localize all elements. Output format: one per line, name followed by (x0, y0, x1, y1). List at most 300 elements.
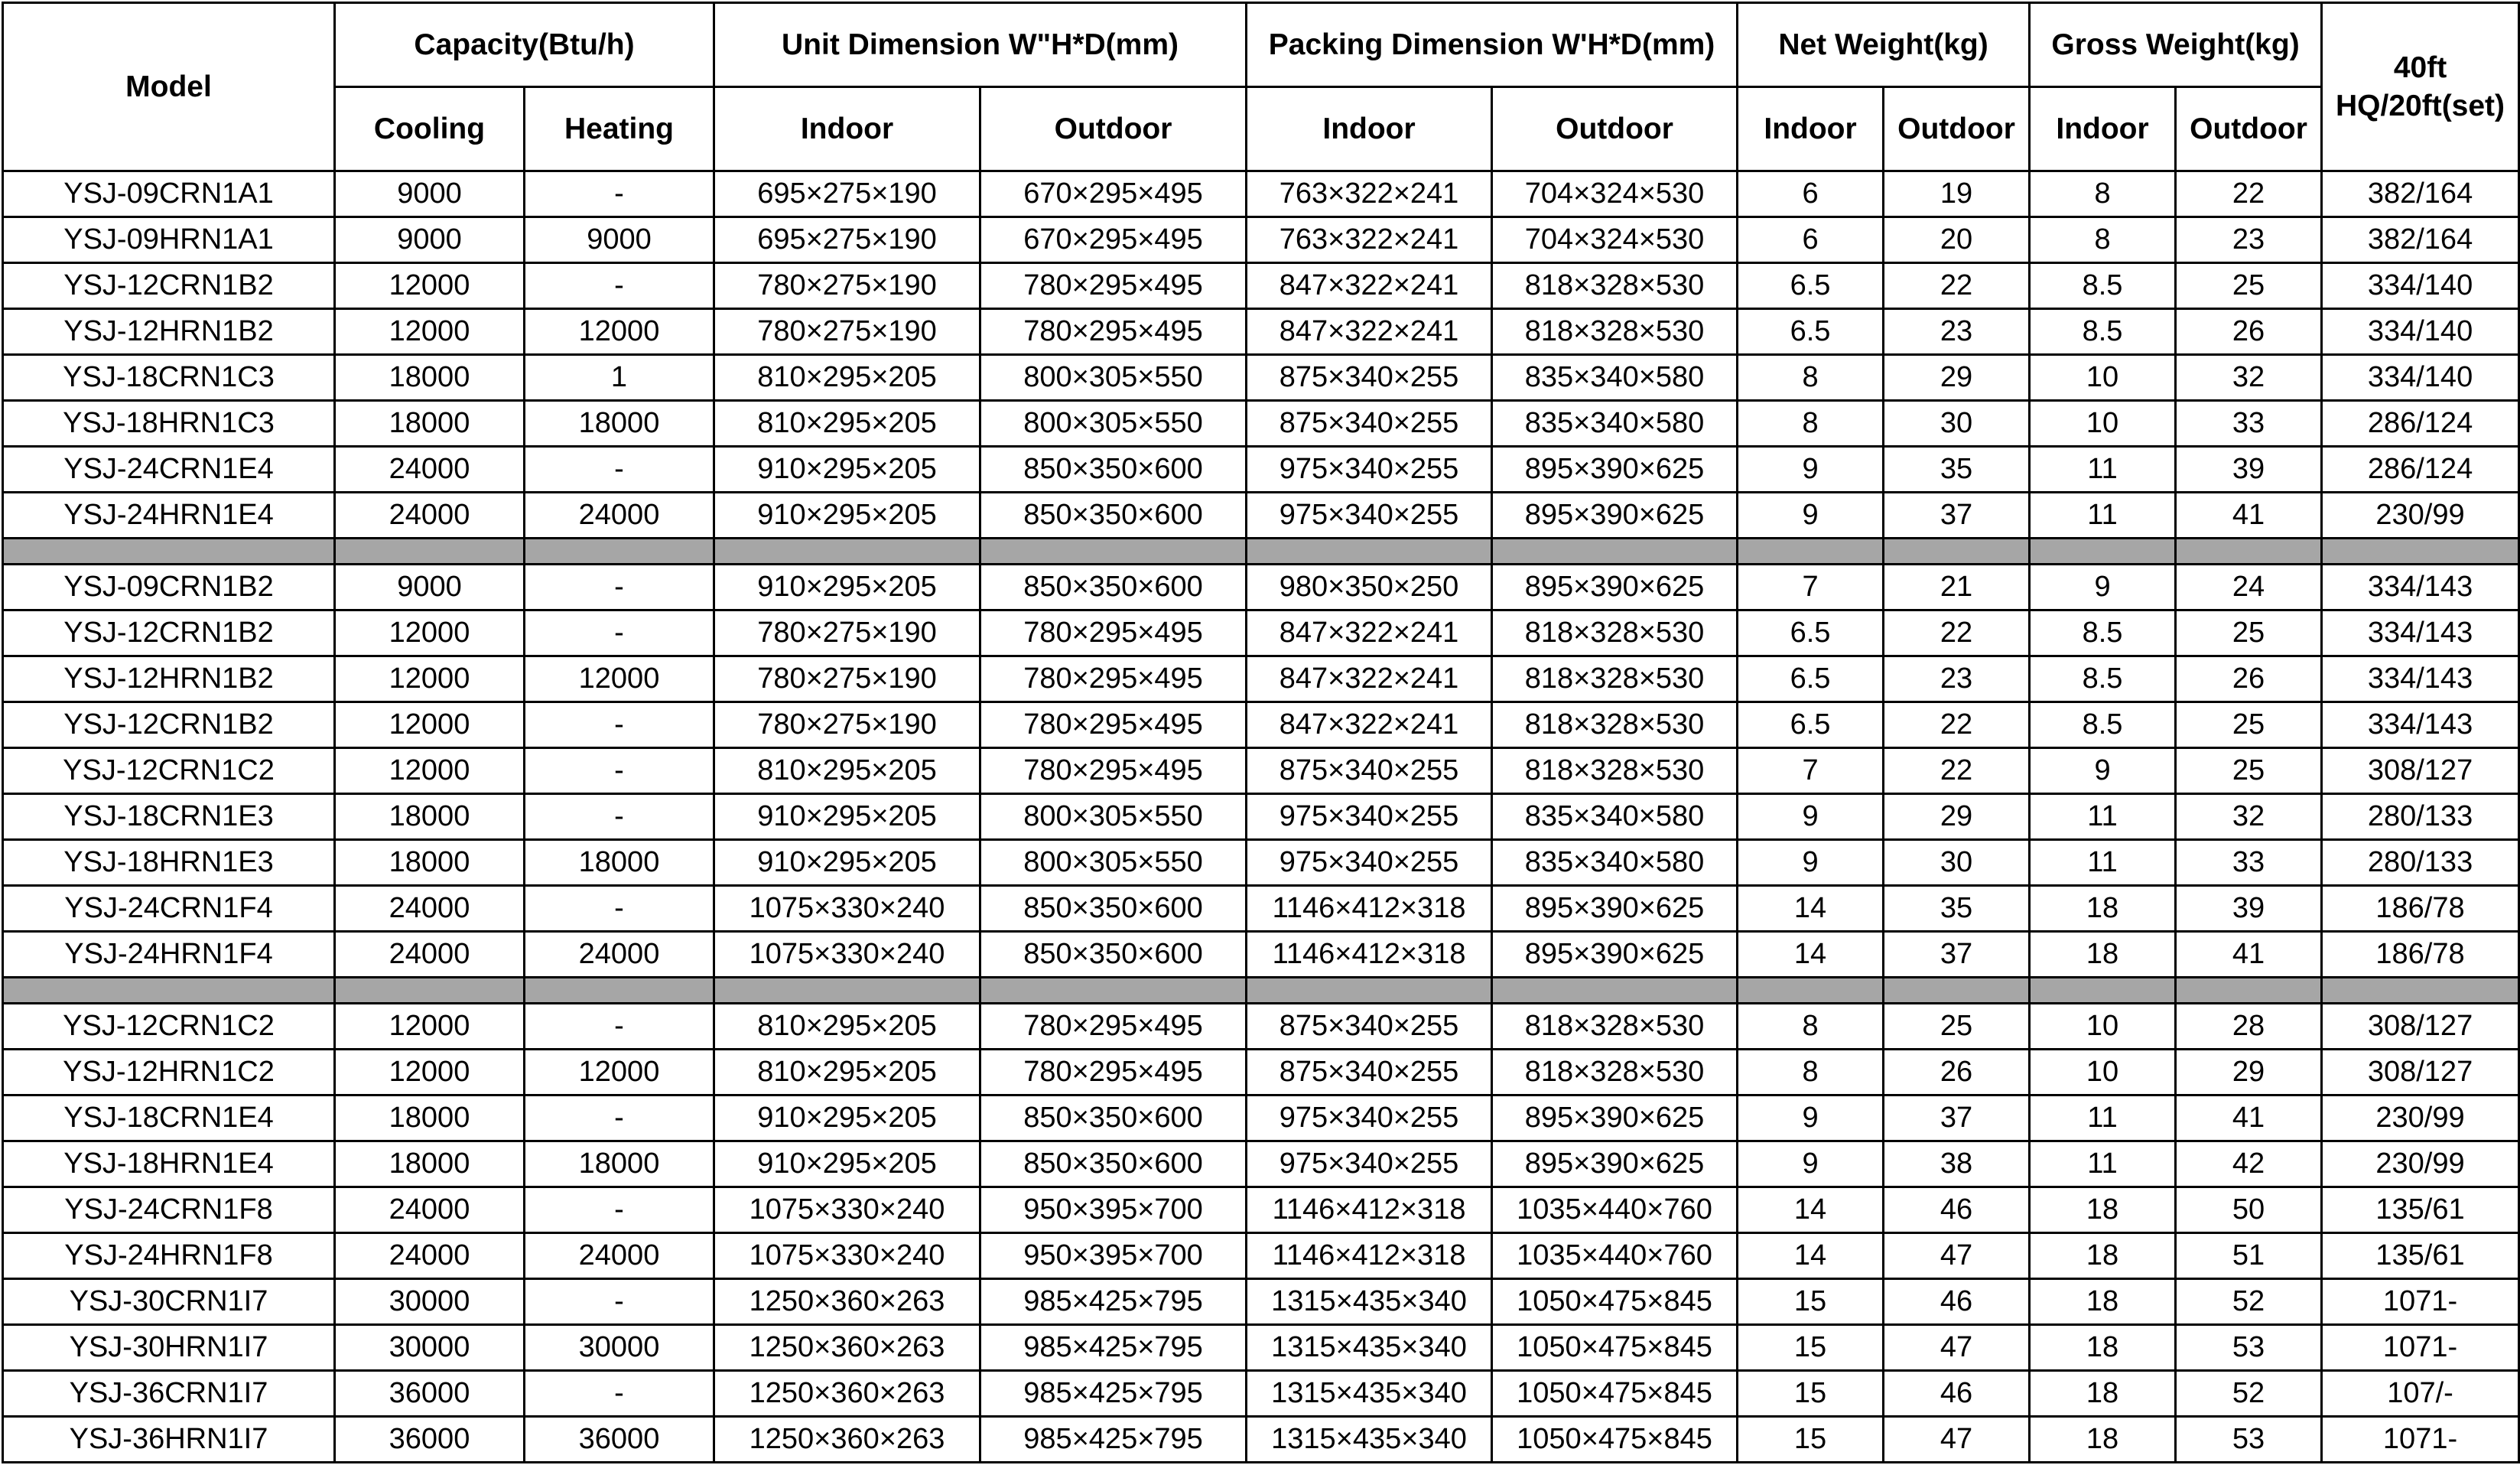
table-row (3, 1141, 2519, 1187)
table-row (3, 1187, 2519, 1233)
cell-unit-outdoor: 985×425×795 (980, 1279, 1247, 1325)
cell-packing-indoor: 1146×412×318 (1247, 1187, 1492, 1233)
cell-cooling: 24000 (335, 932, 525, 978)
cell-gross-outdoor: 41 (2176, 493, 2322, 539)
cell-gross-indoor: 8 (2030, 171, 2176, 217)
cell-gross-indoor: 18 (2030, 1325, 2176, 1371)
cell-gross-outdoor: 29 (2176, 1050, 2322, 1095)
cell-model: YSJ-24HRN1F4 (3, 932, 335, 978)
cell-unit-outdoor: 850×350×600 (980, 932, 1247, 978)
cell-net-outdoor: 23 (1884, 656, 2030, 702)
cell-net-indoor: 9 (1738, 1095, 1884, 1141)
cell-packing-indoor: 847×322×241 (1247, 610, 1492, 656)
cell-net-outdoor: 35 (1884, 886, 2030, 932)
table-row (3, 401, 2519, 447)
cell-unit-outdoor: 850×350×600 (980, 493, 1247, 539)
cell-unit-outdoor: 780×295×495 (980, 748, 1247, 794)
cell-container-qty: 186/78 (2322, 886, 2519, 932)
cell-gross-indoor: 18 (2030, 932, 2176, 978)
cell-packing-outdoor: 1050×475×845 (1492, 1325, 1738, 1371)
cell-gross-outdoor: 23 (2176, 217, 2322, 263)
cell-unit-indoor: 780×275×190 (714, 263, 980, 309)
header-packing-indoor: Indoor (1247, 87, 1492, 171)
cell-cooling: 18000 (335, 1141, 525, 1187)
cell-container-qty: 334/143 (2322, 565, 2519, 610)
cell-container-qty: 135/61 (2322, 1187, 2519, 1233)
cell-gross-outdoor: 32 (2176, 355, 2322, 401)
cell-packing-outdoor: 835×340×580 (1492, 794, 1738, 840)
cell-cooling: 18000 (335, 840, 525, 886)
cell-container-qty: 382/164 (2322, 171, 2519, 217)
header-gross-weight: Gross Weight(kg) (2030, 3, 2322, 87)
cell-model: YSJ-18CRN1C3 (3, 355, 335, 401)
cell-gross-outdoor: 33 (2176, 840, 2322, 886)
cell-cooling: 36000 (335, 1371, 525, 1417)
cell-cooling: 12000 (335, 1050, 525, 1095)
cell-cooling: 9000 (335, 217, 525, 263)
cell-packing-indoor: 1146×412×318 (1247, 932, 1492, 978)
cell-container-qty: 230/99 (2322, 1141, 2519, 1187)
separator-cell (2322, 978, 2519, 1004)
cell-heating: - (525, 702, 714, 748)
cell-container-qty: 308/127 (2322, 1004, 2519, 1050)
cell-packing-indoor: 875×340×255 (1247, 401, 1492, 447)
separator-cell (525, 978, 714, 1004)
table-row (3, 656, 2519, 702)
cell-heating: - (525, 1004, 714, 1050)
cell-gross-outdoor: 25 (2176, 610, 2322, 656)
table-row (3, 1417, 2519, 1463)
cell-unit-indoor: 1075×330×240 (714, 932, 980, 978)
cell-cooling: 30000 (335, 1279, 525, 1325)
cell-packing-indoor: 1315×435×340 (1247, 1279, 1492, 1325)
cell-unit-outdoor: 850×350×600 (980, 565, 1247, 610)
cell-net-indoor: 6.5 (1738, 656, 1884, 702)
cell-gross-indoor: 10 (2030, 401, 2176, 447)
cell-cooling: 12000 (335, 610, 525, 656)
cell-packing-outdoor: 1035×440×760 (1492, 1233, 1738, 1279)
cell-heating: 36000 (525, 1417, 714, 1463)
table-row (3, 794, 2519, 840)
cell-gross-outdoor: 32 (2176, 794, 2322, 840)
cell-net-indoor: 14 (1738, 1187, 1884, 1233)
separator-cell (714, 978, 980, 1004)
table-row (3, 1233, 2519, 1279)
cell-net-outdoor: 21 (1884, 565, 2030, 610)
cell-unit-indoor: 780×275×190 (714, 702, 980, 748)
cell-net-indoor: 9 (1738, 493, 1884, 539)
cell-net-outdoor: 22 (1884, 748, 2030, 794)
cell-model: YSJ-12CRN1C2 (3, 748, 335, 794)
table-row (3, 932, 2519, 978)
cell-heating: - (525, 794, 714, 840)
table-row (3, 217, 2519, 263)
cell-unit-indoor: 780×275×190 (714, 309, 980, 355)
cell-gross-indoor: 10 (2030, 355, 2176, 401)
cell-container-qty: 186/78 (2322, 932, 2519, 978)
cell-packing-outdoor: 818×328×530 (1492, 702, 1738, 748)
cell-container-qty: 334/143 (2322, 702, 2519, 748)
cell-unit-indoor: 780×275×190 (714, 610, 980, 656)
table-row (3, 309, 2519, 355)
cell-gross-outdoor: 25 (2176, 702, 2322, 748)
separator-cell (1492, 539, 1738, 565)
cell-container-qty: 1071- (2322, 1279, 2519, 1325)
cell-net-indoor: 9 (1738, 794, 1884, 840)
table-row (3, 1050, 2519, 1095)
cell-heating: 1 (525, 355, 714, 401)
cell-packing-outdoor: 895×390×625 (1492, 1095, 1738, 1141)
cell-unit-outdoor: 985×425×795 (980, 1371, 1247, 1417)
cell-gross-outdoor: 52 (2176, 1371, 2322, 1417)
cell-heating: 24000 (525, 1233, 714, 1279)
cell-gross-outdoor: 26 (2176, 656, 2322, 702)
cell-container-qty: 107/- (2322, 1371, 2519, 1417)
cell-gross-outdoor: 26 (2176, 309, 2322, 355)
spec-table (2, 2, 2520, 1463)
table-row (3, 610, 2519, 656)
cell-cooling: 12000 (335, 1004, 525, 1050)
group-separator-row (3, 978, 2519, 1004)
separator-cell (714, 539, 980, 565)
separator-cell (1247, 539, 1492, 565)
cell-net-indoor: 7 (1738, 748, 1884, 794)
cell-net-indoor: 6.5 (1738, 702, 1884, 748)
cell-packing-indoor: 1315×435×340 (1247, 1371, 1492, 1417)
cell-heating: - (525, 1279, 714, 1325)
cell-unit-indoor: 695×275×190 (714, 171, 980, 217)
table-row (3, 1325, 2519, 1371)
cell-packing-outdoor: 818×328×530 (1492, 1050, 1738, 1095)
cell-cooling: 24000 (335, 1233, 525, 1279)
cell-gross-indoor: 9 (2030, 748, 2176, 794)
table-row (3, 1279, 2519, 1325)
cell-container-qty: 1071- (2322, 1417, 2519, 1463)
cell-gross-indoor: 11 (2030, 447, 2176, 493)
cell-unit-outdoor: 950×395×700 (980, 1187, 1247, 1233)
cell-packing-outdoor: 818×328×530 (1492, 309, 1738, 355)
cell-net-outdoor: 22 (1884, 702, 2030, 748)
cell-unit-outdoor: 780×295×495 (980, 702, 1247, 748)
separator-cell (335, 978, 525, 1004)
cell-model: YSJ-18HRN1C3 (3, 401, 335, 447)
header-container-capacity (2322, 3, 2519, 171)
cell-container-qty: 334/140 (2322, 355, 2519, 401)
cell-net-outdoor: 37 (1884, 932, 2030, 978)
cell-model: YSJ-12HRN1B2 (3, 656, 335, 702)
cell-net-outdoor: 46 (1884, 1371, 2030, 1417)
cell-model: YSJ-12CRN1C2 (3, 1004, 335, 1050)
cell-heating: - (525, 263, 714, 309)
cell-packing-indoor: 1315×435×340 (1247, 1417, 1492, 1463)
cell-packing-indoor: 847×322×241 (1247, 309, 1492, 355)
separator-cell (980, 539, 1247, 565)
cell-gross-indoor: 8.5 (2030, 263, 2176, 309)
cell-model: YSJ-30CRN1I7 (3, 1279, 335, 1325)
cell-model: YSJ-24HRN1E4 (3, 493, 335, 539)
cell-packing-indoor: 975×340×255 (1247, 493, 1492, 539)
cell-net-outdoor: 37 (1884, 1095, 2030, 1141)
separator-cell (1247, 978, 1492, 1004)
cell-unit-outdoor: 780×295×495 (980, 309, 1247, 355)
cell-model: YSJ-12CRN1B2 (3, 610, 335, 656)
cell-gross-outdoor: 53 (2176, 1325, 2322, 1371)
header-gross-outdoor: Outdoor (2176, 87, 2322, 171)
cell-unit-indoor: 1250×360×263 (714, 1279, 980, 1325)
header-net-weight: Net Weight(kg) (1738, 3, 2030, 87)
header-capacity: Capacity(Btu/h) (335, 3, 714, 87)
cell-gross-outdoor: 24 (2176, 565, 2322, 610)
cell-container-qty: 334/143 (2322, 656, 2519, 702)
cell-heating: 24000 (525, 493, 714, 539)
cell-unit-outdoor: 800×305×550 (980, 840, 1247, 886)
cell-unit-outdoor: 780×295×495 (980, 263, 1247, 309)
cell-heating: 12000 (525, 656, 714, 702)
cell-unit-outdoor: 780×295×495 (980, 610, 1247, 656)
table-row (3, 355, 2519, 401)
cell-container-qty: 135/61 (2322, 1233, 2519, 1279)
cell-heating: - (525, 886, 714, 932)
table-row (3, 886, 2519, 932)
cell-gross-indoor: 8.5 (2030, 309, 2176, 355)
cell-cooling: 18000 (335, 794, 525, 840)
table-row (3, 447, 2519, 493)
cell-heating: 12000 (525, 309, 714, 355)
table-row (3, 1371, 2519, 1417)
cell-heating: 30000 (525, 1325, 714, 1371)
cell-net-outdoor: 30 (1884, 840, 2030, 886)
cell-heating: 18000 (525, 1141, 714, 1187)
cell-gross-indoor: 18 (2030, 1371, 2176, 1417)
cell-net-indoor: 8 (1738, 1050, 1884, 1095)
cell-gross-outdoor: 25 (2176, 263, 2322, 309)
cell-model: YSJ-36CRN1I7 (3, 1371, 335, 1417)
cell-packing-indoor: 975×340×255 (1247, 1141, 1492, 1187)
separator-cell (980, 978, 1247, 1004)
table-row (3, 1004, 2519, 1050)
cell-net-outdoor: 29 (1884, 794, 2030, 840)
table-row (3, 493, 2519, 539)
cell-model: YSJ-09HRN1A1 (3, 217, 335, 263)
cell-unit-indoor: 1250×360×263 (714, 1417, 980, 1463)
cell-heating: - (525, 1187, 714, 1233)
cell-net-outdoor: 23 (1884, 309, 2030, 355)
cell-packing-indoor: 763×322×241 (1247, 217, 1492, 263)
cell-cooling: 24000 (335, 1187, 525, 1233)
cell-gross-indoor: 10 (2030, 1050, 2176, 1095)
table-row (3, 1095, 2519, 1141)
cell-net-outdoor: 46 (1884, 1187, 2030, 1233)
cell-unit-outdoor: 670×295×495 (980, 171, 1247, 217)
cell-model: YSJ-12CRN1B2 (3, 702, 335, 748)
cell-gross-indoor: 8.5 (2030, 610, 2176, 656)
cell-unit-outdoor: 985×425×795 (980, 1417, 1247, 1463)
cell-cooling: 12000 (335, 702, 525, 748)
cell-net-indoor: 8 (1738, 1004, 1884, 1050)
cell-gross-indoor: 18 (2030, 1279, 2176, 1325)
cell-packing-outdoor: 818×328×530 (1492, 748, 1738, 794)
cell-net-outdoor: 47 (1884, 1417, 2030, 1463)
cell-cooling: 24000 (335, 886, 525, 932)
cell-cooling: 12000 (335, 656, 525, 702)
cell-packing-outdoor: 895×390×625 (1492, 1141, 1738, 1187)
separator-cell (2176, 539, 2322, 565)
cell-packing-outdoor: 1035×440×760 (1492, 1187, 1738, 1233)
cell-container-qty: 280/133 (2322, 840, 2519, 886)
cell-cooling: 30000 (335, 1325, 525, 1371)
separator-cell (1738, 539, 1884, 565)
table-header (3, 3, 2519, 171)
cell-container-qty: 230/99 (2322, 1095, 2519, 1141)
cell-unit-indoor: 1250×360×263 (714, 1325, 980, 1371)
cell-net-indoor: 14 (1738, 886, 1884, 932)
table-row (3, 565, 2519, 610)
cell-net-indoor: 9 (1738, 840, 1884, 886)
cell-gross-indoor: 18 (2030, 1233, 2176, 1279)
cell-unit-indoor: 810×295×205 (714, 401, 980, 447)
cell-unit-indoor: 1250×360×263 (714, 1371, 980, 1417)
cell-unit-indoor: 910×295×205 (714, 565, 980, 610)
cell-cooling: 18000 (335, 355, 525, 401)
cell-unit-outdoor: 985×425×795 (980, 1325, 1247, 1371)
cell-net-outdoor: 25 (1884, 1004, 2030, 1050)
cell-cooling: 36000 (335, 1417, 525, 1463)
cell-heating: - (525, 748, 714, 794)
cell-container-qty: 334/140 (2322, 309, 2519, 355)
cell-unit-outdoor: 950×395×700 (980, 1233, 1247, 1279)
separator-cell (335, 539, 525, 565)
cell-model: YSJ-18CRN1E4 (3, 1095, 335, 1141)
cell-packing-indoor: 875×340×255 (1247, 1050, 1492, 1095)
cell-cooling: 12000 (335, 748, 525, 794)
cell-gross-outdoor: 39 (2176, 447, 2322, 493)
cell-model: YSJ-24CRN1E4 (3, 447, 335, 493)
cell-net-outdoor: 22 (1884, 610, 2030, 656)
cell-gross-outdoor: 25 (2176, 748, 2322, 794)
separator-cell (2176, 978, 2322, 1004)
cell-packing-outdoor: 818×328×530 (1492, 1004, 1738, 1050)
cell-gross-outdoor: 41 (2176, 1095, 2322, 1141)
cell-packing-outdoor: 895×390×625 (1492, 886, 1738, 932)
header-net-outdoor: Outdoor (1884, 87, 2030, 171)
separator-cell (1884, 539, 2030, 565)
cell-container-qty: 286/124 (2322, 447, 2519, 493)
cell-net-outdoor: 38 (1884, 1141, 2030, 1187)
cell-net-outdoor: 46 (1884, 1279, 2030, 1325)
cell-packing-outdoor: 835×340×580 (1492, 355, 1738, 401)
cell-unit-indoor: 810×295×205 (714, 748, 980, 794)
cell-net-outdoor: 37 (1884, 493, 2030, 539)
cell-net-indoor: 6 (1738, 217, 1884, 263)
cell-unit-indoor: 910×295×205 (714, 493, 980, 539)
cell-container-qty: 334/143 (2322, 610, 2519, 656)
separator-cell (2322, 539, 2519, 565)
cell-model: YSJ-30HRN1I7 (3, 1325, 335, 1371)
header-container-line1: 40ft (2393, 50, 2447, 84)
cell-gross-outdoor: 28 (2176, 1004, 2322, 1050)
cell-heating: 18000 (525, 840, 714, 886)
cell-gross-outdoor: 50 (2176, 1187, 2322, 1233)
cell-unit-outdoor: 780×295×495 (980, 1050, 1247, 1095)
header-container-line2: HQ/20ft(set) (2336, 89, 2505, 122)
cell-packing-indoor: 975×340×255 (1247, 447, 1492, 493)
cell-net-outdoor: 19 (1884, 171, 2030, 217)
cell-unit-indoor: 810×295×205 (714, 1004, 980, 1050)
cell-heating: 24000 (525, 932, 714, 978)
cell-packing-outdoor: 835×340×580 (1492, 401, 1738, 447)
cell-heating: 12000 (525, 1050, 714, 1095)
cell-net-indoor: 6.5 (1738, 263, 1884, 309)
cell-net-indoor: 15 (1738, 1417, 1884, 1463)
cell-packing-outdoor: 1050×475×845 (1492, 1417, 1738, 1463)
cell-unit-outdoor: 850×350×600 (980, 1095, 1247, 1141)
cell-gross-outdoor: 22 (2176, 171, 2322, 217)
cell-packing-indoor: 975×340×255 (1247, 1095, 1492, 1141)
cell-gross-indoor: 8.5 (2030, 656, 2176, 702)
header-heating: Heating (525, 87, 714, 171)
cell-packing-outdoor: 704×324×530 (1492, 217, 1738, 263)
cell-model: YSJ-09CRN1B2 (3, 565, 335, 610)
cell-unit-indoor: 1075×330×240 (714, 886, 980, 932)
cell-packing-outdoor: 895×390×625 (1492, 932, 1738, 978)
cell-gross-indoor: 11 (2030, 1095, 2176, 1141)
cell-unit-indoor: 910×295×205 (714, 1141, 980, 1187)
cell-packing-indoor: 980×350×250 (1247, 565, 1492, 610)
cell-heating: - (525, 171, 714, 217)
cell-net-outdoor: 22 (1884, 263, 2030, 309)
cell-unit-indoor: 910×295×205 (714, 447, 980, 493)
separator-cell (1884, 978, 2030, 1004)
cell-net-outdoor: 20 (1884, 217, 2030, 263)
cell-gross-indoor: 11 (2030, 794, 2176, 840)
header-cooling: Cooling (335, 87, 525, 171)
cell-heating: - (525, 610, 714, 656)
cell-packing-indoor: 875×340×255 (1247, 1004, 1492, 1050)
cell-unit-outdoor: 850×350×600 (980, 886, 1247, 932)
cell-packing-indoor: 875×340×255 (1247, 355, 1492, 401)
cell-net-outdoor: 35 (1884, 447, 2030, 493)
header-gross-indoor: Indoor (2030, 87, 2176, 171)
cell-unit-outdoor: 670×295×495 (980, 217, 1247, 263)
cell-gross-indoor: 11 (2030, 840, 2176, 886)
header-unit-indoor: Indoor (714, 87, 980, 171)
table-row (3, 748, 2519, 794)
cell-model: YSJ-12CRN1B2 (3, 263, 335, 309)
cell-gross-outdoor: 42 (2176, 1141, 2322, 1187)
cell-unit-outdoor: 800×305×550 (980, 355, 1247, 401)
cell-gross-outdoor: 39 (2176, 886, 2322, 932)
group-separator-row (3, 539, 2519, 565)
cell-net-indoor: 14 (1738, 1233, 1884, 1279)
cell-packing-outdoor: 835×340×580 (1492, 840, 1738, 886)
cell-packing-indoor: 975×340×255 (1247, 840, 1492, 886)
cell-heating: - (525, 447, 714, 493)
cell-packing-indoor: 847×322×241 (1247, 656, 1492, 702)
cell-net-indoor: 14 (1738, 932, 1884, 978)
table-row (3, 171, 2519, 217)
cell-net-indoor: 6.5 (1738, 610, 1884, 656)
cell-unit-indoor: 810×295×205 (714, 1050, 980, 1095)
cell-heating: 18000 (525, 401, 714, 447)
cell-unit-outdoor: 850×350×600 (980, 447, 1247, 493)
cell-unit-outdoor: 780×295×495 (980, 656, 1247, 702)
cell-unit-indoor: 695×275×190 (714, 217, 980, 263)
cell-container-qty: 1071- (2322, 1325, 2519, 1371)
cell-net-indoor: 8 (1738, 401, 1884, 447)
cell-net-indoor: 8 (1738, 355, 1884, 401)
cell-net-indoor: 7 (1738, 565, 1884, 610)
table-row (3, 840, 2519, 886)
